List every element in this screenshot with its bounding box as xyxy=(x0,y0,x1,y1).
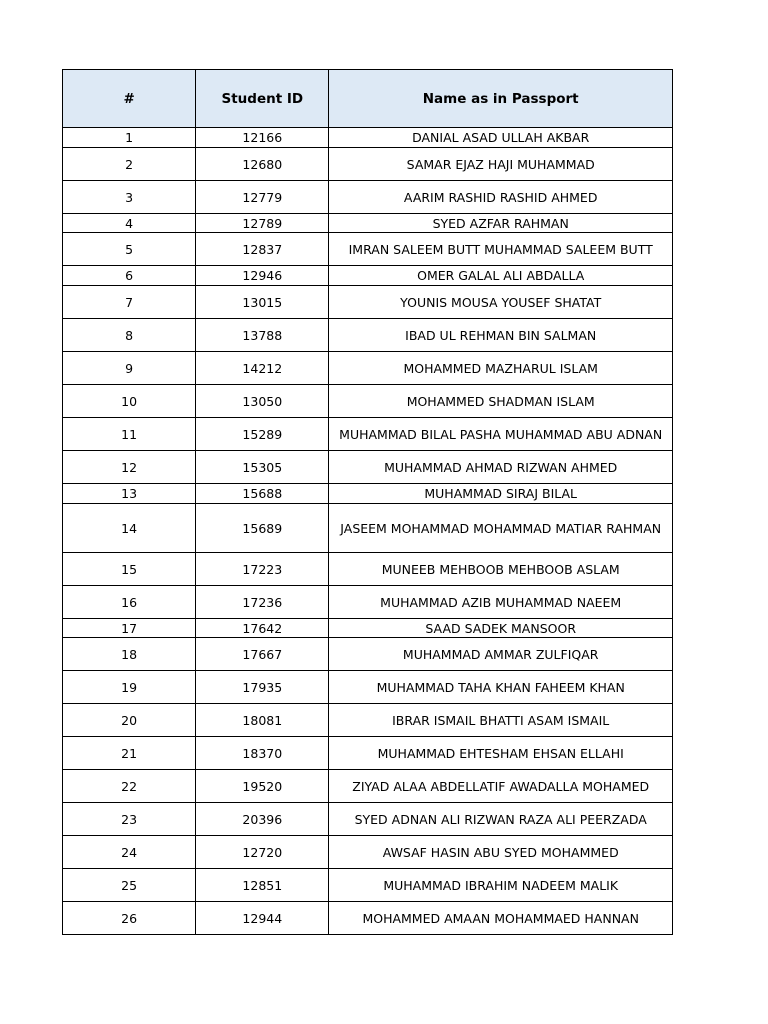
row-number-cell: 3 xyxy=(63,181,196,214)
row-number-cell: 2 xyxy=(63,148,196,181)
row-number-cell: 13 xyxy=(63,484,196,504)
table-row xyxy=(63,286,673,319)
student-id-cell: 17223 xyxy=(196,553,329,586)
row-number-cell: 12 xyxy=(63,451,196,484)
student-id-cell: 12720 xyxy=(196,836,329,869)
passport-name-cell: IMRAN SALEEM BUTT MUHAMMAD SALEEM BUTT xyxy=(329,233,673,266)
passport-name-cell: JASEEM MOHAMMAD MOHAMMAD MATIAR RAHMAN xyxy=(329,504,673,553)
column-header-name: Name as in Passport xyxy=(329,70,673,128)
table-header-row xyxy=(63,70,673,128)
passport-name-cell: MUHAMMAD EHTESHAM EHSAN ELLAHI xyxy=(329,737,673,770)
row-number-cell: 4 xyxy=(63,214,196,233)
row-number-cell: 19 xyxy=(63,671,196,704)
column-header-student-id: Student ID xyxy=(196,70,329,128)
passport-name-cell: MUNEEB MEHBOOB MEHBOOB ASLAM xyxy=(329,553,673,586)
row-number-cell: 8 xyxy=(63,319,196,352)
student-id-cell: 12166 xyxy=(196,128,329,148)
passport-name-cell: MUHAMMAD SIRAJ BILAL xyxy=(329,484,673,504)
table-row xyxy=(63,181,673,214)
table-row xyxy=(63,737,673,770)
row-number-cell: 1 xyxy=(63,128,196,148)
passport-name-cell: MUHAMMAD AZIB MUHAMMAD NAEEM xyxy=(329,586,673,619)
table-row xyxy=(63,553,673,586)
table-row xyxy=(63,233,673,266)
student-id-cell: 15289 xyxy=(196,418,329,451)
student-id-cell: 12680 xyxy=(196,148,329,181)
student-id-cell: 13050 xyxy=(196,385,329,418)
passport-name-cell: AWSAF HASIN ABU SYED MOHAMMED xyxy=(329,836,673,869)
passport-name-cell: SYED AZFAR RAHMAN xyxy=(329,214,673,233)
passport-name-cell: MUHAMMAD IBRAHIM NADEEM MALIK xyxy=(329,869,673,902)
student-id-cell: 17642 xyxy=(196,619,329,638)
table-row xyxy=(63,385,673,418)
student-id-cell: 18370 xyxy=(196,737,329,770)
table-row xyxy=(63,128,673,148)
student-id-cell: 15305 xyxy=(196,451,329,484)
table-row xyxy=(63,586,673,619)
passport-name-cell: MUHAMMAD TAHA KHAN FAHEEM KHAN xyxy=(329,671,673,704)
row-number-cell: 7 xyxy=(63,286,196,319)
student-id-cell: 12789 xyxy=(196,214,329,233)
student-id-cell: 17935 xyxy=(196,671,329,704)
table-row xyxy=(63,638,673,671)
passport-name-cell: MOHAMMED SHADMAN ISLAM xyxy=(329,385,673,418)
table-row xyxy=(63,704,673,737)
passport-name-cell: MUHAMMAD BILAL PASHA MUHAMMAD ABU ADNAN xyxy=(329,418,673,451)
row-number-cell: 22 xyxy=(63,770,196,803)
passport-name-cell: DANIAL ASAD ULLAH AKBAR xyxy=(329,128,673,148)
student-id-cell: 12837 xyxy=(196,233,329,266)
table-body xyxy=(63,128,673,935)
passport-name-cell: MOHAMMED MAZHARUL ISLAM xyxy=(329,352,673,385)
passport-name-cell: YOUNIS MOUSA YOUSEF SHATAT xyxy=(329,286,673,319)
student-id-cell: 14212 xyxy=(196,352,329,385)
passport-name-cell: MUHAMMAD AHMAD RIZWAN AHMED xyxy=(329,451,673,484)
row-number-cell: 23 xyxy=(63,803,196,836)
column-header-number: # xyxy=(63,70,196,128)
passport-name-cell: MUHAMMAD AMMAR ZULFIQAR xyxy=(329,638,673,671)
row-number-cell: 5 xyxy=(63,233,196,266)
table-row xyxy=(63,214,673,233)
student-id-cell: 12851 xyxy=(196,869,329,902)
student-id-cell: 12779 xyxy=(196,181,329,214)
table-row xyxy=(63,451,673,484)
table-row xyxy=(63,803,673,836)
row-number-cell: 10 xyxy=(63,385,196,418)
row-number-cell: 16 xyxy=(63,586,196,619)
student-id-cell: 17236 xyxy=(196,586,329,619)
row-number-cell: 20 xyxy=(63,704,196,737)
student-id-cell: 12946 xyxy=(196,266,329,286)
passport-name-cell: SAMAR EJAZ HAJI MUHAMMAD xyxy=(329,148,673,181)
student-id-cell: 13015 xyxy=(196,286,329,319)
row-number-cell: 14 xyxy=(63,504,196,553)
table-row xyxy=(63,266,673,286)
student-id-cell: 15688 xyxy=(196,484,329,504)
row-number-cell: 26 xyxy=(63,902,196,935)
row-number-cell: 21 xyxy=(63,737,196,770)
student-id-cell: 19520 xyxy=(196,770,329,803)
row-number-cell: 18 xyxy=(63,638,196,671)
passport-name-cell: SAAD SADEK MANSOOR xyxy=(329,619,673,638)
passport-name-cell: IBAD UL REHMAN BIN SALMAN xyxy=(329,319,673,352)
table-row xyxy=(63,352,673,385)
passport-name-cell: SYED ADNAN ALI RIZWAN RAZA ALI PEERZADA xyxy=(329,803,673,836)
passport-name-cell: MOHAMMED AMAAN MOHAMMAED HANNAN xyxy=(329,902,673,935)
row-number-cell: 17 xyxy=(63,619,196,638)
table-row xyxy=(63,671,673,704)
row-number-cell: 9 xyxy=(63,352,196,385)
student-id-cell: 17667 xyxy=(196,638,329,671)
row-number-cell: 11 xyxy=(63,418,196,451)
passport-name-cell: AARIM RASHID RASHID AHMED xyxy=(329,181,673,214)
passport-name-cell: ZIYAD ALAA ABDELLATIF AWADALLA MOHAMED xyxy=(329,770,673,803)
student-id-cell: 15689 xyxy=(196,504,329,553)
student-id-cell: 12944 xyxy=(196,902,329,935)
table-row xyxy=(63,319,673,352)
row-number-cell: 25 xyxy=(63,869,196,902)
student-table xyxy=(62,69,673,935)
table-row xyxy=(63,902,673,935)
row-number-cell: 15 xyxy=(63,553,196,586)
row-number-cell: 24 xyxy=(63,836,196,869)
table-row xyxy=(63,148,673,181)
table-row xyxy=(63,619,673,638)
table-row xyxy=(63,869,673,902)
passport-name-cell: OMER GALAL ALI ABDALLA xyxy=(329,266,673,286)
table-row xyxy=(63,484,673,504)
student-id-cell: 13788 xyxy=(196,319,329,352)
table-row xyxy=(63,836,673,869)
table-row xyxy=(63,504,673,553)
table-row xyxy=(63,770,673,803)
row-number-cell: 6 xyxy=(63,266,196,286)
table-row xyxy=(63,418,673,451)
passport-name-cell: IBRAR ISMAIL BHATTI ASAM ISMAIL xyxy=(329,704,673,737)
student-id-cell: 18081 xyxy=(196,704,329,737)
student-id-cell: 20396 xyxy=(196,803,329,836)
